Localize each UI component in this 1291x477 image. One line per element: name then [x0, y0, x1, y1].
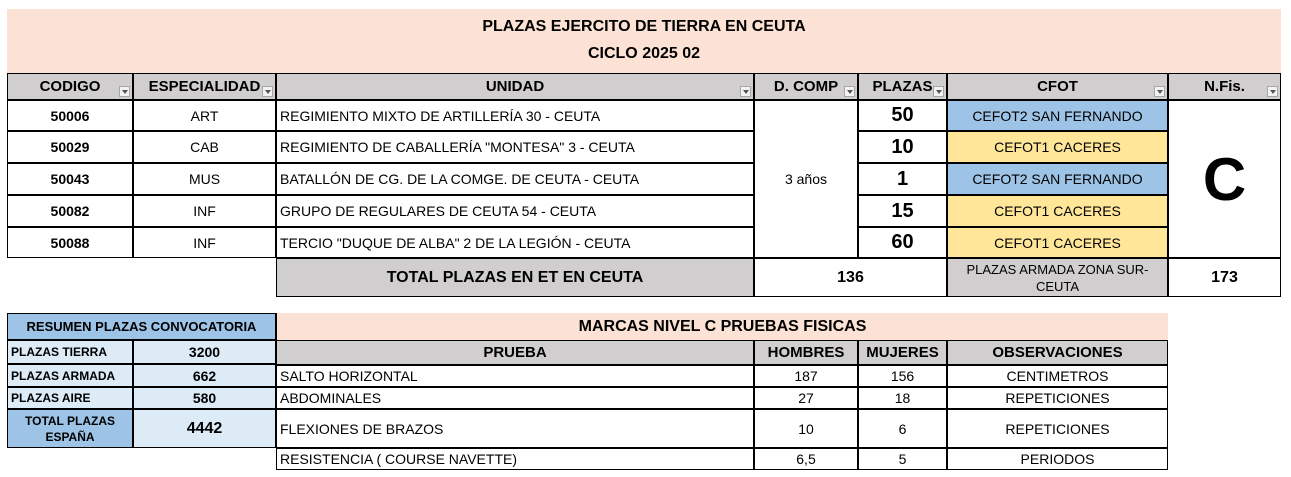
cell-plazas[interactable]: 50: [858, 100, 947, 131]
resumen-value[interactable]: 3200: [133, 340, 276, 364]
page-subtitle: CICLO 2025 02: [587, 45, 701, 62]
marcas-prueba[interactable]: SALTO HORIZONTAL: [276, 365, 754, 387]
marcas-header-hombres[interactable]: HOMBRES: [754, 340, 858, 365]
marcas-header-prueba[interactable]: PRUEBA: [276, 340, 754, 365]
cell-cfot[interactable]: CEFOT1 CACERES: [947, 227, 1168, 258]
header-especialidad[interactable]: ESPECIALIDAD: [133, 73, 276, 100]
cell-unidad[interactable]: GRUPO DE REGULARES DE CEUTA 54 - CEUTA: [276, 195, 754, 227]
filter-dropdown-icon[interactable]: [1154, 86, 1165, 97]
filter-dropdown-icon[interactable]: [262, 86, 273, 97]
marcas-prueba[interactable]: ABDOMINALES: [276, 387, 754, 409]
filter-dropdown-icon[interactable]: [740, 86, 751, 97]
marcas-mujeres[interactable]: 5: [858, 448, 947, 470]
cell-nfis[interactable]: C: [1168, 100, 1281, 258]
marcas-title[interactable]: MARCAS NIVEL C PRUEBAS FISICAS: [276, 313, 1168, 340]
cell-cfot[interactable]: CEFOT2 SAN FERNANDO: [947, 163, 1168, 195]
plazas-armada-value[interactable]: 173: [1168, 258, 1281, 297]
cell-plazas[interactable]: 10: [858, 131, 947, 163]
title-band: [7, 9, 1281, 73]
resumen-total-label[interactable]: TOTAL PLAZAS ESPAÑA: [7, 409, 133, 448]
cell-plazas[interactable]: 1: [858, 163, 947, 195]
resumen-title[interactable]: RESUMEN PLAZAS CONVOCATORIA: [7, 313, 276, 340]
marcas-hombres[interactable]: 187: [754, 365, 858, 387]
marcas-hombres[interactable]: 27: [754, 387, 858, 409]
header-cfot[interactable]: CFOT: [947, 73, 1168, 100]
cell-especialidad[interactable]: MUS: [133, 163, 276, 195]
marcas-observaciones[interactable]: CENTIMETROS: [947, 365, 1168, 387]
cell-codigo[interactable]: 50006: [7, 100, 133, 131]
cell-dcomp[interactable]: 3 años: [754, 100, 858, 258]
cell-especialidad[interactable]: ART: [133, 100, 276, 131]
cell-codigo[interactable]: 50029: [7, 131, 133, 163]
marcas-mujeres[interactable]: 6: [858, 409, 947, 448]
resumen-value[interactable]: 580: [133, 387, 276, 409]
marcas-header-observaciones[interactable]: OBSERVACIONES: [947, 340, 1168, 365]
filter-dropdown-icon[interactable]: [933, 86, 944, 97]
marcas-prueba[interactable]: RESISTENCIA ( COURSE NAVETTE): [276, 448, 754, 470]
resumen-label[interactable]: PLAZAS TIERRA: [7, 340, 133, 364]
marcas-hombres[interactable]: 10: [754, 409, 858, 448]
cell-cfot[interactable]: CEFOT1 CACERES: [947, 131, 1168, 163]
cell-codigo[interactable]: 50043: [7, 163, 133, 195]
marcas-mujeres[interactable]: 18: [858, 387, 947, 409]
cell-especialidad[interactable]: INF: [133, 227, 276, 258]
marcas-observaciones[interactable]: PERIODOS: [947, 448, 1168, 470]
marcas-observaciones[interactable]: REPETICIONES: [947, 409, 1168, 448]
page-title: PLAZAS EJERCITO DE TIERRA EN CEUTA: [482, 18, 806, 35]
cell-unidad[interactable]: BATALLÓN DE CG. DE LA COMGE. DE CEUTA - CEUTA: [276, 163, 754, 195]
marcas-mujeres[interactable]: 156: [858, 365, 947, 387]
filter-dropdown-icon[interactable]: [119, 86, 130, 97]
header-nfis[interactable]: N.Fis.: [1168, 73, 1281, 100]
header-plazas[interactable]: PLAZAS: [858, 73, 947, 100]
cell-codigo[interactable]: 50088: [7, 227, 133, 258]
cell-codigo[interactable]: 50082: [7, 195, 133, 227]
resumen-total-value[interactable]: 4442: [133, 409, 276, 448]
cell-unidad[interactable]: REGIMIENTO MIXTO DE ARTILLERÍA 30 - CEUTA: [276, 100, 754, 131]
resumen-value[interactable]: 662: [133, 364, 276, 387]
cell-plazas[interactable]: 60: [858, 227, 947, 258]
cell-cfot[interactable]: CEFOT2 SAN FERNANDO: [947, 100, 1168, 131]
cell-especialidad[interactable]: INF: [133, 195, 276, 227]
total-plazas-value[interactable]: 136: [754, 258, 947, 297]
marcas-header-mujeres[interactable]: MUJERES: [858, 340, 947, 365]
header-dcomp[interactable]: D. COMP: [754, 73, 858, 100]
resumen-label[interactable]: PLAZAS ARMADA: [7, 364, 133, 387]
cell-plazas[interactable]: 15: [858, 195, 947, 227]
marcas-hombres[interactable]: 6,5: [754, 448, 858, 470]
marcas-prueba[interactable]: FLEXIONES DE BRAZOS: [276, 409, 754, 448]
cell-unidad[interactable]: REGIMIENTO DE CABALLERÍA "MONTESA" 3 - CEUTA: [276, 131, 754, 163]
cell-cfot[interactable]: CEFOT1 CACERES: [947, 195, 1168, 227]
cell-unidad[interactable]: TERCIO "DUQUE DE ALBA" 2 DE LA LEGIÓN - CEUTA: [276, 227, 754, 258]
plazas-armada-label[interactable]: PLAZAS ARMADA ZONA SUR-CEUTA: [947, 258, 1168, 297]
header-unidad[interactable]: UNIDAD: [276, 73, 754, 100]
filter-dropdown-icon[interactable]: [844, 86, 855, 97]
cell-especialidad[interactable]: CAB: [133, 131, 276, 163]
filter-dropdown-icon[interactable]: [1267, 86, 1278, 97]
resumen-label[interactable]: PLAZAS AIRE: [7, 387, 133, 409]
total-plazas-label[interactable]: TOTAL PLAZAS EN ET EN CEUTA: [276, 258, 754, 297]
header-codigo[interactable]: CODIGO: [7, 73, 133, 100]
marcas-observaciones[interactable]: REPETICIONES: [947, 387, 1168, 409]
